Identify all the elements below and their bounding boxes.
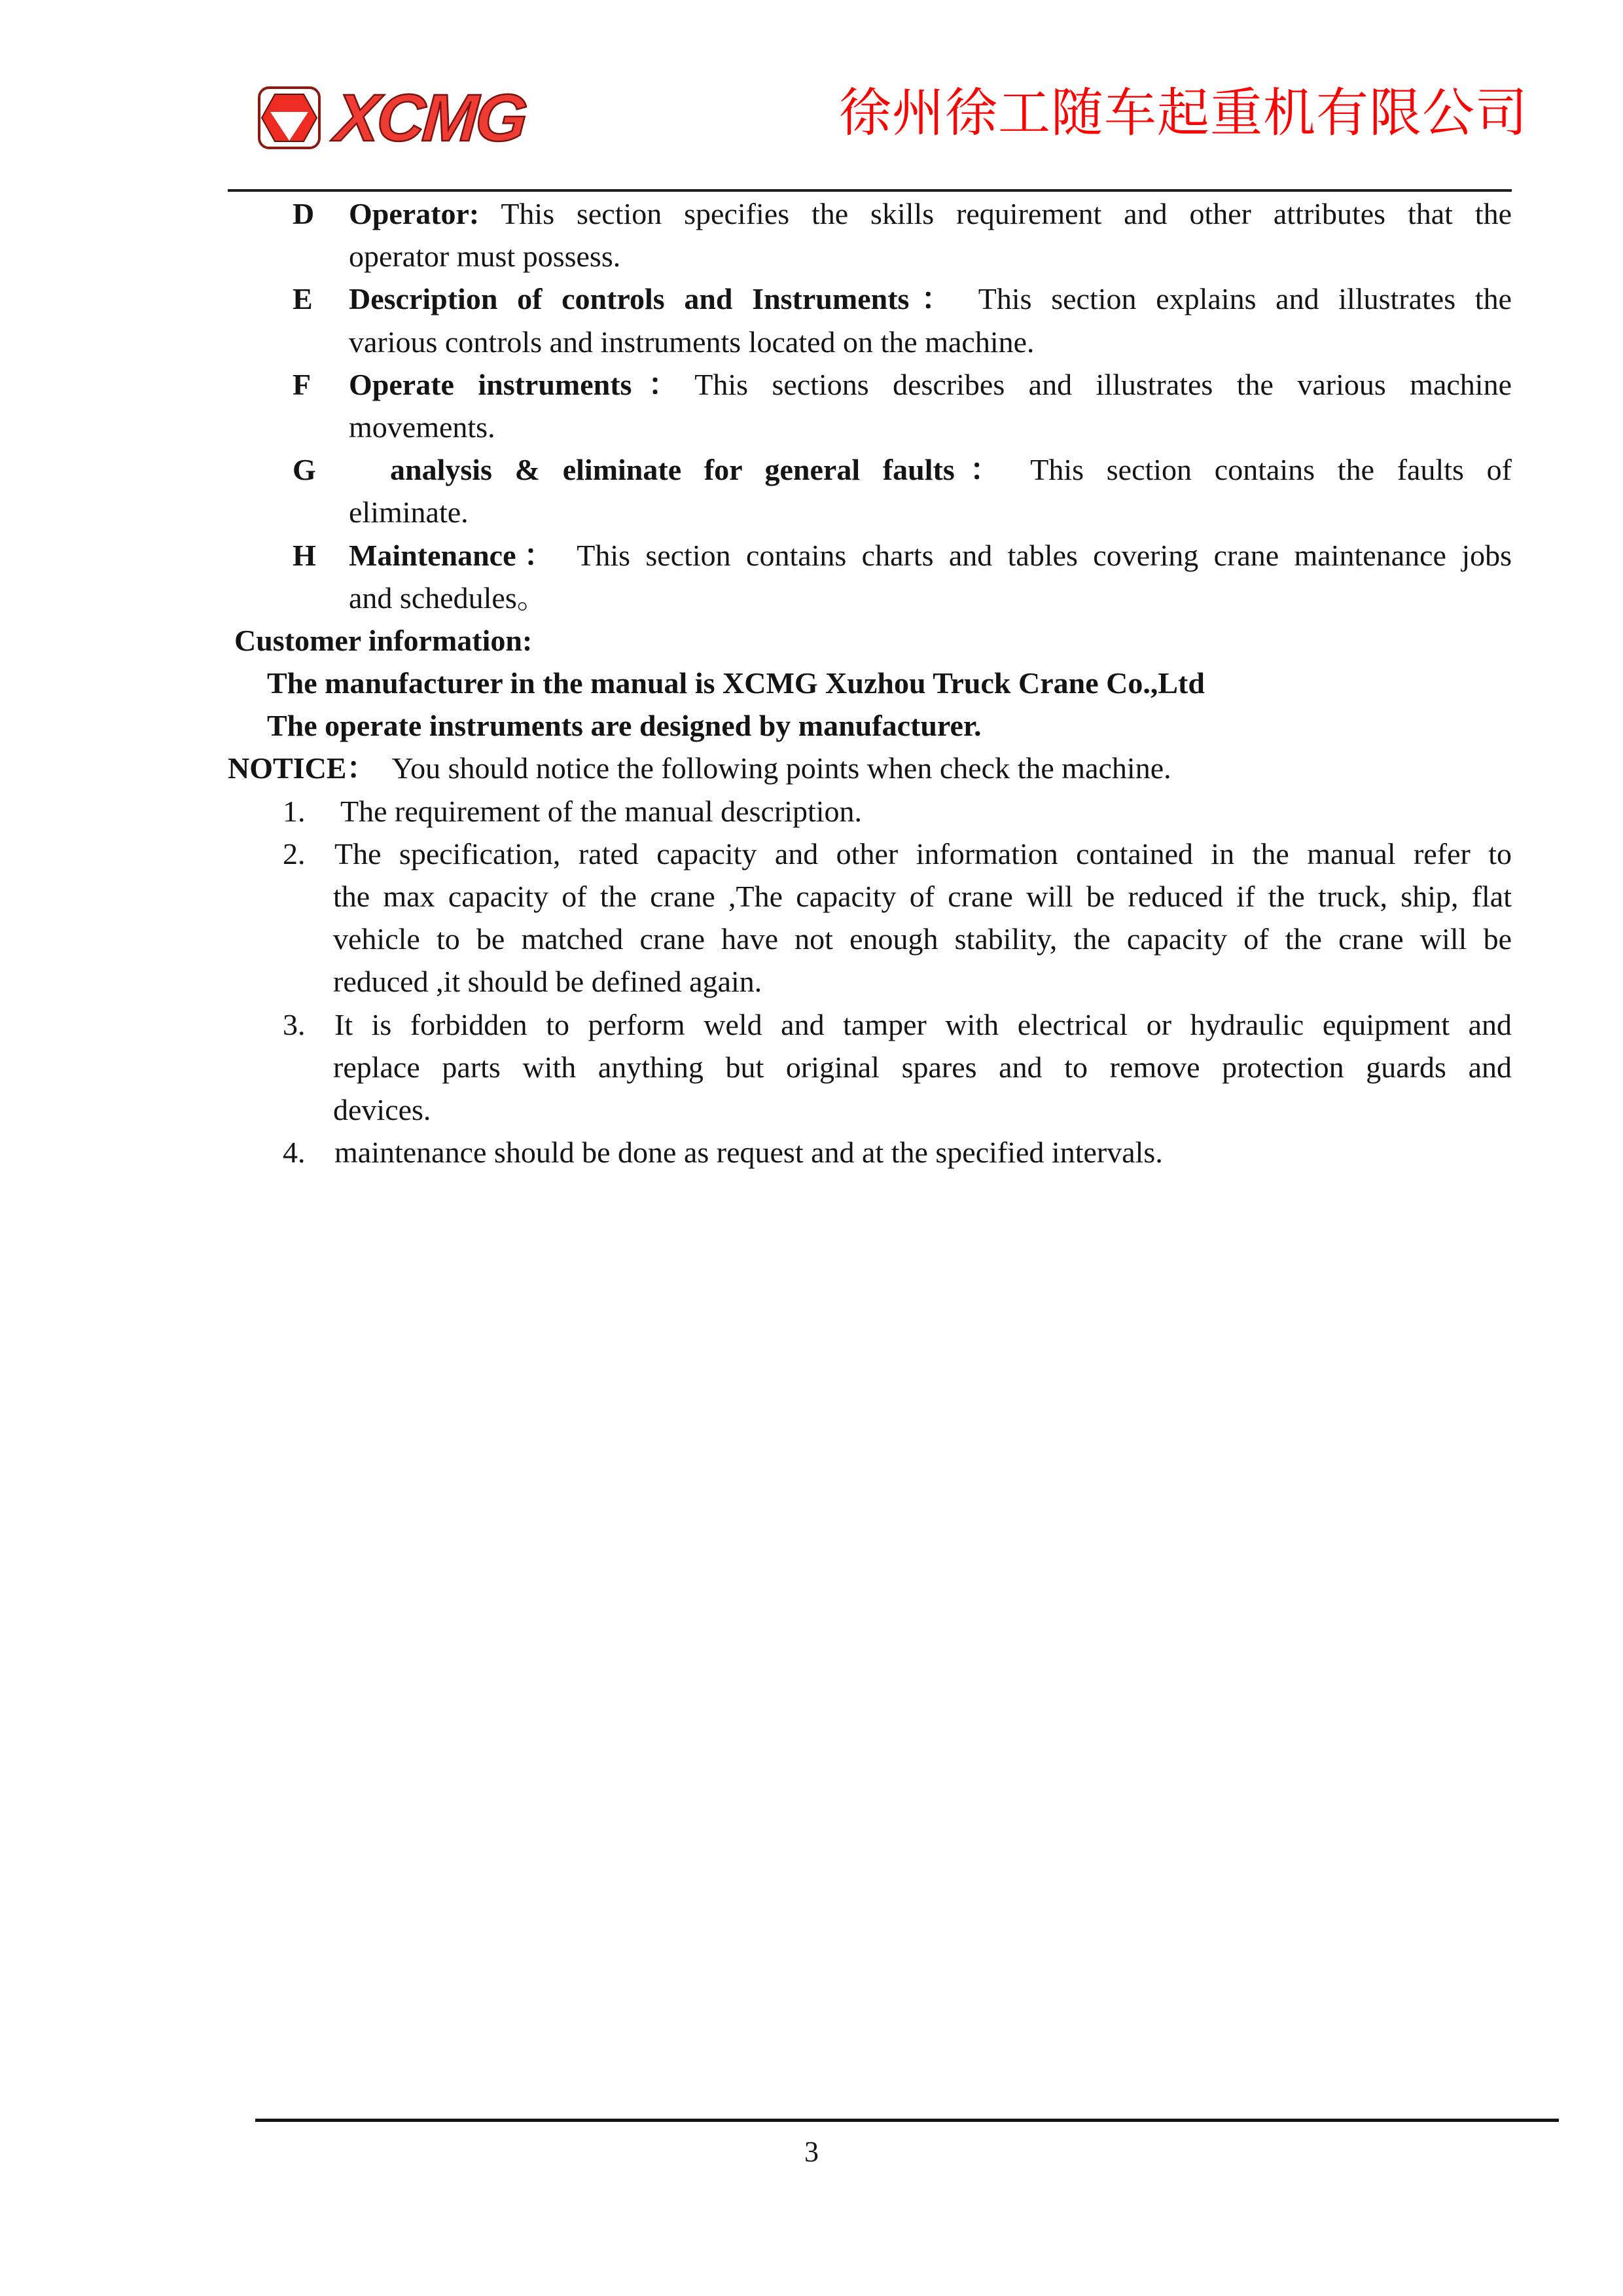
text-segment: eliminate. [349,495,469,529]
text-line [228,960,1512,1003]
text-segment: replace parts with anything but original spares and to remove protection guards and [333,1050,1512,1084]
text-line [228,235,1512,278]
text-line [228,321,1512,363]
list-marker: E [293,282,313,316]
text-line [228,918,1512,960]
list-marker: 1. [283,794,306,828]
text-segment: movements. [349,410,495,444]
list-marker: 3. [283,1007,306,1041]
text-segment: This section contains charts and tables covering crane maintenance jobs [562,538,1512,572]
footer-divider [255,2119,1559,2122]
text-segment: NOTICE： [228,751,377,785]
text-segment: This section contains the faults of [1015,453,1512,487]
text-line [228,1046,1512,1088]
text-line [228,1131,1512,1174]
text-line [228,875,1512,918]
text-segment: The operate instruments are designed by manufacturer. [267,709,982,743]
text-line [228,577,1512,619]
xcmg-emblem-icon [257,85,322,151]
xcmg-wordmark: XCMG [332,81,527,155]
text-segment: This section specifies the skills requirement and other attributes that the [479,197,1512,230]
text-segment: devices. [333,1092,431,1126]
list-marker: G [293,453,316,487]
text-segment: vehicle to be matched crane have not enough stability, the capacity of the crane will be [333,922,1512,956]
page-number: 3 [804,2136,819,2168]
text-segment: Operate instruments： [349,367,695,401]
text-segment: analysis & eliminate for general faults： [390,453,1016,487]
text-line [228,491,1512,533]
text-segment: reduced ,it should be defined again. [333,965,762,999]
text-segment: This section explains and illustrates the [963,282,1512,316]
text-segment: This sections describes and illustrates the various machine [694,367,1512,401]
xcmg-logo [257,82,525,153]
text-segment: the max capacity of the crane ,The capacity of crane will be reduced if the truck, ship, flat [333,880,1512,913]
text-segment: Customer information: [234,623,533,657]
text-segment: Description of controls and Instruments： [349,282,963,316]
text-segment: operator must possess. [349,240,621,274]
text-line [228,278,1512,320]
text-line [228,192,1512,235]
text-line [228,448,1512,491]
text-line [228,1003,1512,1046]
list-marker: H [293,538,316,572]
text-segment: The manufacturer in the manual is XCMG Xuzhou Truck Crane Co.,Ltd [267,666,1205,700]
list-marker: 2. [283,836,306,870]
text-line [228,790,1512,833]
text-segment: Operator: [349,197,480,230]
text-segment: You should notice the following points when check the machine. [376,751,1171,785]
list-marker: 4. [283,1136,306,1170]
text-segment: The requirement of the manual description. [340,794,863,828]
list-marker: F [293,367,312,401]
text-segment: Maintenance： [349,538,562,572]
text-segment: It is forbidden to perform weld and tamper with electrical or hydraulic equipment and [334,1007,1512,1041]
company-title: 徐州徐工随车起重机有限公司 [839,82,1528,143]
text-line [228,662,1512,704]
header-divider [228,189,1512,192]
text-segment: and schedules。 [349,581,547,615]
text-line [228,1088,1512,1131]
text-line [228,619,1512,662]
text-segment: various controls and instruments located on the machine. [349,325,1035,359]
text-line [228,747,1512,789]
list-marker: D [293,197,315,230]
text-line [228,406,1512,448]
text-segment: The specification, rated capacity and other information contained in the manual refer to [334,836,1512,870]
text-line [228,704,1512,747]
text-line [228,833,1512,875]
text-line [228,363,1512,406]
text-line [228,534,1512,577]
document-body [228,192,1512,1174]
text-segment: maintenance should be done as request and at the specified intervals. [334,1136,1163,1170]
